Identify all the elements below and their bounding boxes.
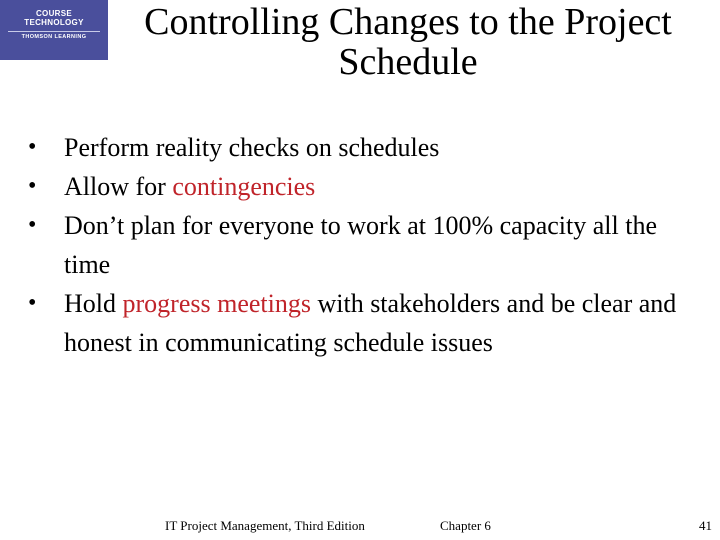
logo-divider (8, 31, 100, 32)
slide-title-line-1: Controlling Changes to the Project (144, 1, 672, 43)
publisher-logo (0, 0, 108, 60)
bullet-dot-icon: • (28, 290, 37, 316)
bullet-text: with stakeholders and be clear and honest in communicating schedule issues (64, 289, 677, 357)
bullet-dot-icon: • (28, 134, 37, 160)
bullet-item (28, 128, 688, 167)
bullet-text: Allow for (64, 172, 173, 201)
slide-title-line-2: Schedule (338, 41, 478, 83)
footer-book-title: IT Project Management, Third Edition (165, 518, 365, 533)
bullet-text: Don’t plan for everyone to work at 100% capacity all the time (64, 211, 657, 279)
bullet-list (28, 128, 688, 362)
bullet-text: Perform reality checks on schedules (64, 133, 440, 162)
footer-chapter: Chapter 6 (440, 518, 491, 533)
bullet-item (28, 167, 688, 206)
bullet-dot-icon: • (28, 173, 37, 199)
bullet-emphasis-text: progress meetings (122, 289, 311, 318)
footer-page-number: 41 (699, 518, 712, 533)
logo-line-3: THOMSON LEARNING (21, 34, 87, 40)
bullet-item (28, 284, 688, 362)
slide-title (100, 2, 716, 82)
bullet-dot-icon: • (28, 212, 37, 238)
bullet-text: Hold (64, 289, 123, 318)
bullet-emphasis-text: contingencies (172, 172, 316, 201)
bullet-item (28, 206, 688, 284)
logo-line-1: COURSE (35, 9, 73, 18)
logo-line-2: TECHNOLOGY (24, 18, 84, 27)
